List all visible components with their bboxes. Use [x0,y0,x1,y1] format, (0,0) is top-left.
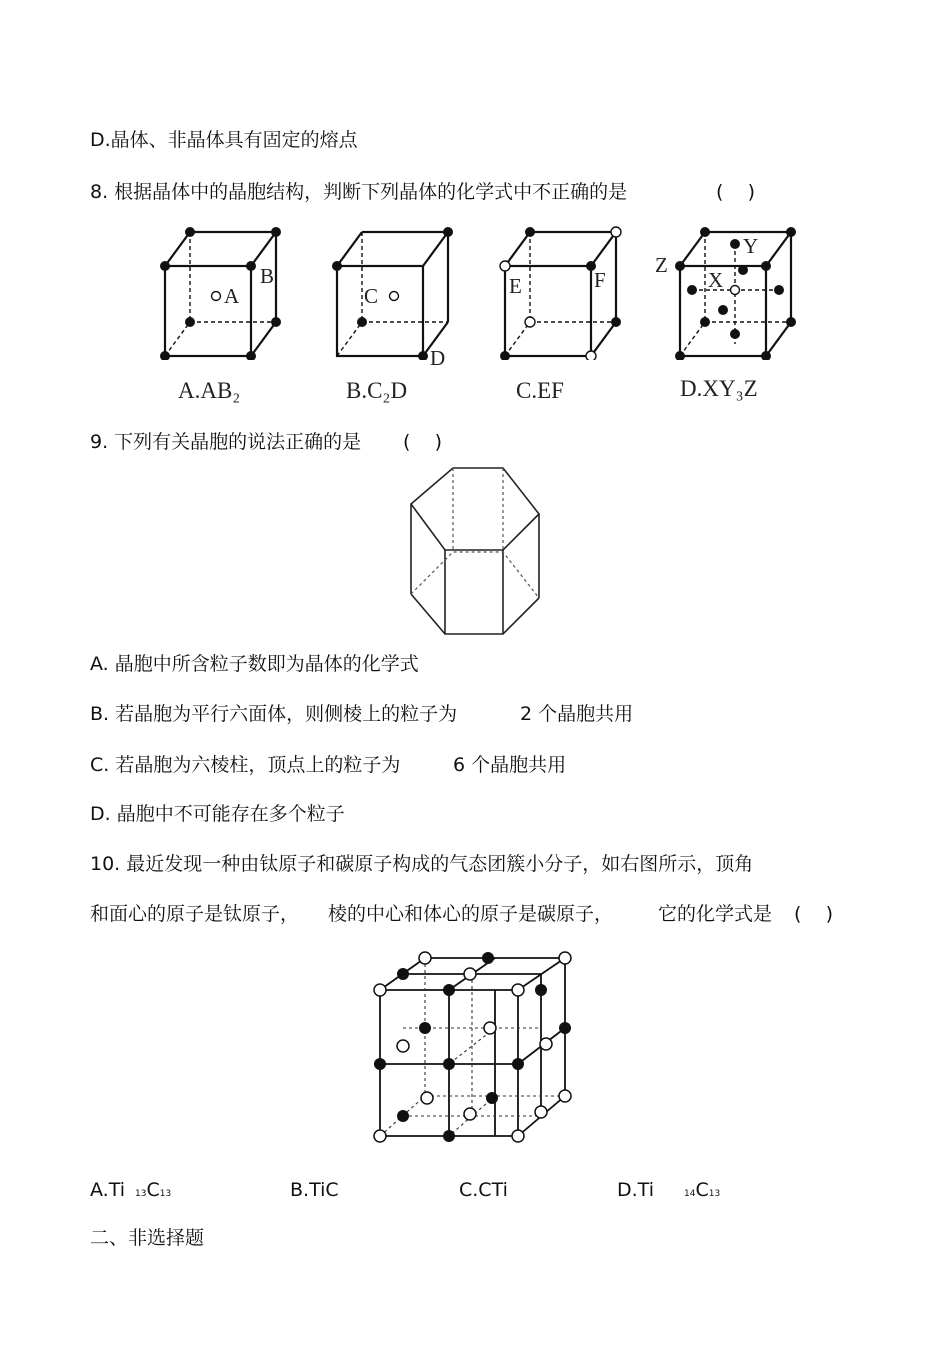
q10-stem-line2b: 棱的中心和体心的原子是碳原子， [328,903,614,925]
q9-answer-paren: ( ) [403,431,442,453]
fig-a-label-a: A [224,284,240,308]
q10-cluster-figure [370,948,580,1148]
q8-answer-paren: ( ) [716,181,755,203]
fig-a-caption: A.AB₂ [178,378,241,403]
q10-option-b: B.TiC [290,1179,339,1201]
q10-option-a [90,1178,171,1206]
q10-option-d-sub2: 13 [708,1189,721,1199]
q9-option-d: D. 晶胞中不可能存在多个粒子 [90,803,345,825]
q10-option-d [617,1178,720,1206]
q9-option-a: A. 晶胞中所含粒子数即为晶体的化学式 [90,653,419,675]
q10-option-d-mid: C [695,1179,709,1201]
q10-answer-paren: ( ) [794,903,833,925]
q7-option-d: D.晶体、非晶体具有固定的熔点 [90,129,358,151]
q9-hexagonal-prism-figure [405,462,545,638]
q10-stem-line2c: 它的化学式是 [658,903,773,925]
q10-option-d-main: D.Ti [617,1179,654,1201]
fig-a-label-b: B [260,264,275,288]
fig-c-label-f: F [594,268,606,292]
fig-c-caption: C.EF [516,378,564,403]
q9-option-b-tail: 2 个晶胞共用 [520,703,634,725]
q10-option-a-main: A.Ti [90,1179,126,1201]
q10-option-c: C.CTi [459,1179,508,1201]
q8-stem: 8. 根据晶体中的晶胞结构，判断下列晶体的化学式中不正确的是 [90,181,628,203]
section-2-heading: 二、非选择题 [90,1227,205,1249]
q9-option-b: B. 若晶胞为平行六面体，则侧棱上的粒子为 [90,703,458,725]
q10-option-d-sub1: 14 [683,1189,696,1199]
q9-stem: 9. 下列有关晶胞的说法正确的是 [90,431,362,453]
fig-d-label-y: Y [743,234,759,258]
fig-c-label-e: E [509,274,522,298]
q9-option-c-tail: 6 个晶胞共用 [453,754,567,776]
q9-option-c: C. 若晶胞为六棱柱，顶点上的粒子为 [90,754,401,776]
q10-option-a-sub1: 13 [135,1189,147,1199]
q8-figure-b [322,220,462,360]
q8-figure-a [150,220,290,360]
fig-d-caption: D.XY₃Z [680,376,758,401]
q10-option-a-sub2: 13 [159,1189,172,1199]
q10-option-a-mid: C [146,1179,160,1201]
fig-b-caption: B.C₂D [346,378,408,403]
fig-b-label-c: C [364,284,379,308]
fig-d-label-z: Z [655,253,668,277]
fig-d-label-x: X [708,268,724,292]
q8-figure-d [665,220,805,360]
q10-stem-line2a: 和面心的原子是钛原子， [90,903,300,925]
q10-stem-line1: 10. 最近发现一种由钛原子和碳原子构成的气态团簇小分子，如右图所示，顶角 [90,853,754,875]
fig-b-label-d: D [430,346,446,370]
